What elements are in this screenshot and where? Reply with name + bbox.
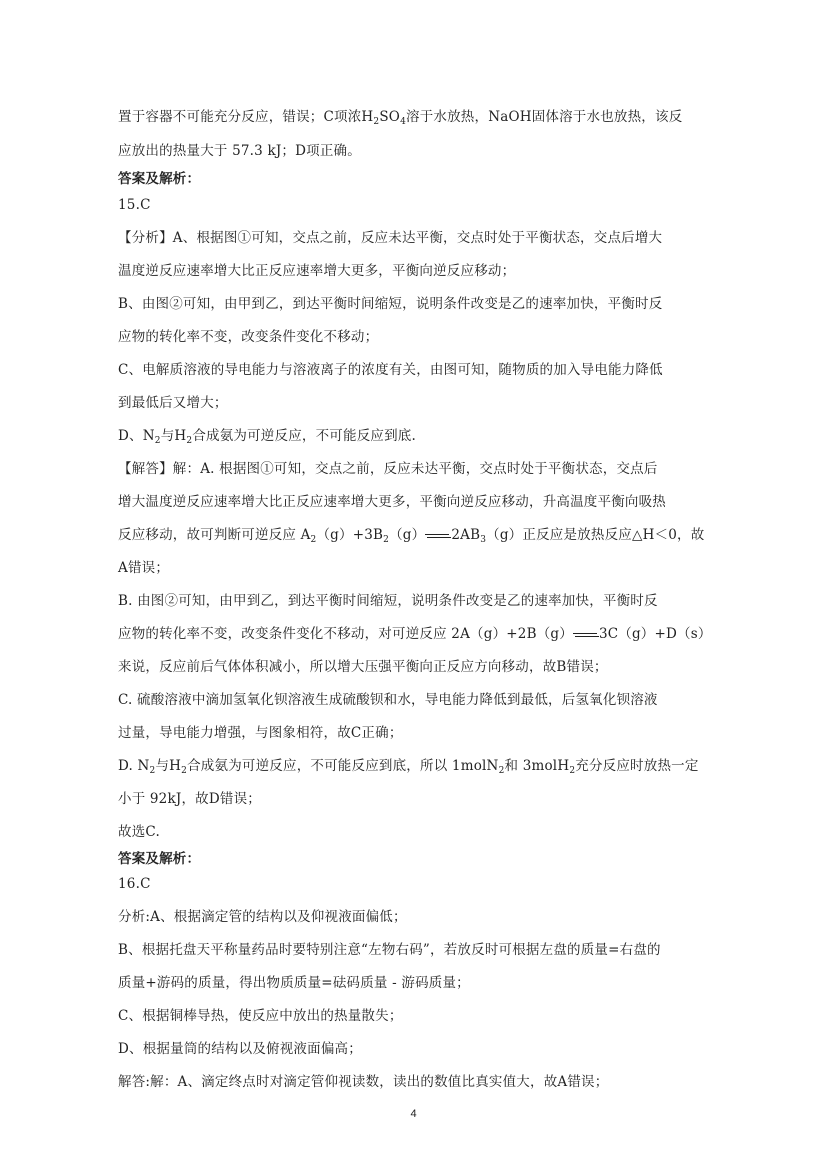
text-line-17: 应物的转化率不变，改变条件变化不移动，对可逆反应 2A（g）+2B（g） 3C（g）+D（s） bbox=[118, 626, 712, 642]
text-line-7: B、由图②可知，由甲到乙，到达平衡时间缩短，说明条件改变是乙的速率加快，平衡时反 bbox=[118, 296, 663, 312]
text-line-1: 置于容器不可能充分反应，错误；C项浓$H_2SO_4$溶于水放热，NaOH固体溶于水也放热，该反 bbox=[118, 109, 683, 127]
text-line-31: 解答:解：A、滴定终点时对滴定管仰视读数，读出的数值比真实值大，故A错误； bbox=[118, 1074, 609, 1090]
text-line-5: 【分析】A、根据图①可知，交点之前，反应未达平衡，交点时处于平衡状态，交点后增大 bbox=[118, 230, 663, 246]
equilibrium-arrow-icon bbox=[425, 533, 451, 539]
text-line-28: 质量+游码的质量，得出物质质量=砝码质量 - 游码质量； bbox=[118, 975, 470, 991]
text-line-9: C、电解质溶液的导电能力与溶液离子的浓度有关，由图可知，随物质的加入导电能力降低 bbox=[118, 362, 663, 378]
text-line-20: 过量，导电能力增强，与图象相符，故C正确； bbox=[118, 725, 403, 741]
section-heading: 答案及解析： bbox=[118, 171, 201, 187]
equilibrium-arrow-icon bbox=[573, 632, 599, 638]
text-line-29: C、根据铜棒导热，使反应中放出的热量散失； bbox=[118, 1008, 403, 1024]
answer-number: 15.C bbox=[118, 197, 151, 213]
section-heading: 答案及解析： bbox=[118, 851, 201, 867]
text-line-18: 来说，反应前后气体体积减小，所以增大压强平衡向正反应方向移动，故B错误； bbox=[118, 659, 608, 675]
text-line-27: B、根据托盘天平称量药品时要特别注意“左物右码”，若放反时可根据左盘的质量=右盘的 bbox=[118, 942, 661, 958]
page-number: 4 bbox=[410, 1108, 417, 1120]
text-line-13: 增大温度逆反应速率增大比正反应速率增大更多，平衡向逆反应移动，升高温度平衡向吸热 bbox=[118, 494, 666, 510]
text-line-21: D. $N_2$与$H_2$合成氨为可逆反应，不可能反应到底，所以 1molN$_2$和 3molH$_2$充分反应时放热一定 bbox=[118, 758, 699, 776]
text-line-12: 【解答】解：A. 根据图①可知，交点之前，反应未达平衡，交点时处于平衡状态，交点后 bbox=[118, 461, 658, 477]
text-line-14: 反应移动，故可判断可逆反应 $A_2(g)+3B_2(g)$ $2AB_3(g)$正反应是放热反应△H＜0，故 bbox=[118, 527, 705, 545]
text-line-8: 应物的转化率不变，改变条件变化不移动； bbox=[118, 329, 379, 345]
text-line-11: D、$N_2$与$H_2$合成氨为可逆反应，不可能反应到底. bbox=[118, 428, 417, 446]
answer-number: 16.C bbox=[118, 876, 151, 892]
text-line-10: 到最低后又增大； bbox=[118, 395, 228, 411]
text-line-15: A错误； bbox=[118, 560, 170, 576]
text-line-22: 小于 92kJ，故D错误； bbox=[118, 791, 261, 807]
text-line-30: D、根据量筒的结构以及俯视液面偏高； bbox=[118, 1041, 362, 1057]
text-line-26: 分析:A、根据滴定管的结构以及仰视液面偏低； bbox=[118, 909, 407, 925]
text-line-19: C. 硫酸溶液中滴加氢氧化钡溶液生成硫酸钡和水，导电能力降低到最低，后氢氧化钡溶液 bbox=[118, 692, 658, 708]
text-line-23: 故选C. bbox=[118, 824, 160, 840]
text-line-16: B. 由图②可知，由甲到乙，到达平衡时间缩短，说明条件改变是乙的速率加快，平衡时反 bbox=[118, 593, 658, 609]
text-line-2: 应放出的热量大于 57.3 kJ；D项正确。 bbox=[118, 143, 361, 159]
text-line-6: 温度逆反应速率增大比正反应速率增大更多，平衡向逆反应移动； bbox=[118, 263, 516, 279]
